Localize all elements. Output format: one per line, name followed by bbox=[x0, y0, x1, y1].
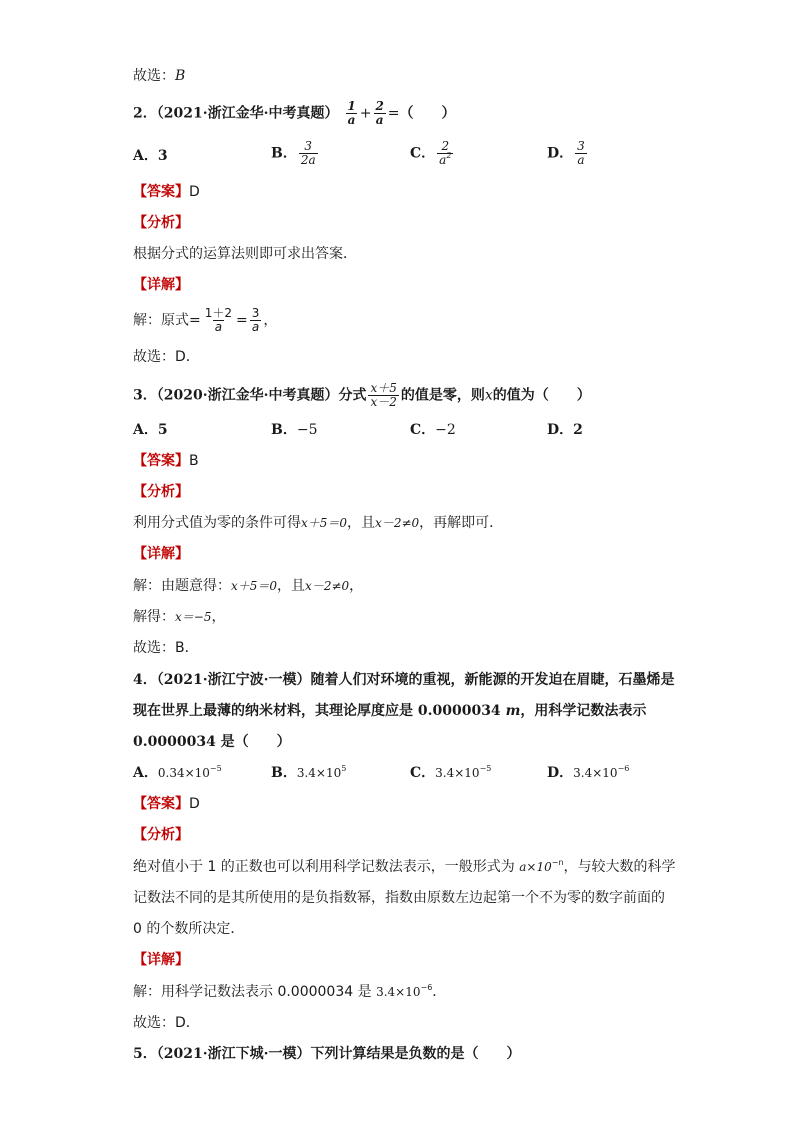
q4-analysis-tag: 【分析】 bbox=[133, 827, 189, 843]
q2-analysis-tag: 【分析】 bbox=[133, 215, 189, 231]
q4-analysis-line-1: 绝对值小于 1 的正数也可以利用科学记数法表示，一般形式为 $a\times 10^{-n}$，与较大数的科学 bbox=[133, 858, 676, 875]
fraction-1-over-a: $\frac{1}{a}$ bbox=[347, 99, 356, 127]
q2-analysis: 根据分式的运算法则即可求出答案． bbox=[133, 246, 357, 262]
question-3-source: （2020·浙江金华·中考真题） bbox=[156, 387, 339, 404]
prev-answer-value: B bbox=[175, 68, 186, 84]
question-4-stem-line-1: 4．（2021·浙江宁波·一模）随着人们对环境的重视，新能源的开发迫在眉睫，石墨烯是 bbox=[133, 672, 675, 688]
q4-detail-tag: 【详解】 bbox=[133, 952, 189, 968]
question-2-source: （2021·浙江金华·中考真题） bbox=[156, 105, 339, 122]
q3-option-a: A．5 bbox=[133, 422, 168, 438]
question-5-stem: 5．（2021·浙江下城·一模）下列计算结果是负数的是（ ） bbox=[133, 1046, 521, 1062]
q3-solution-line-2: 解得：x＝−5， bbox=[133, 609, 226, 625]
q4-option-d: D．$3.4\times 10^{-6}$ bbox=[547, 764, 630, 781]
q4-solution: 解：用科学记数法表示 0.0000034 是 $3.4\times 10^{-6}$． bbox=[133, 983, 447, 1000]
fraction-x-plus-5: $\frac{x+5}{x-2}$ bbox=[370, 381, 397, 409]
q3-option-d: D．2 bbox=[547, 422, 583, 438]
q4-analysis-line-3: 0 的个数所决定． bbox=[133, 921, 245, 937]
question-4-source: （2021·浙江宁波·一模） bbox=[156, 672, 311, 688]
q3-analysis: 利用分式值为零的条件可得x＋5＝0，且x－2≠0，再解即可． bbox=[133, 515, 504, 531]
question-3-stem: 3．（2020·浙江金华·中考真题）分式 $\frac{x+5}{x-2}$ 的值是零，则x的值为（ ） bbox=[133, 381, 591, 409]
q4-analysis-line-2: 记数法不同的是其所使用的是负指数幂，指数由原数左边起第一个不为零的数字前面的 bbox=[133, 890, 665, 906]
q3-detail-tag: 【详解】 bbox=[133, 546, 189, 562]
prev-answer-line: 故选：B bbox=[133, 68, 186, 84]
q2-detail-tag: 【详解】 bbox=[133, 277, 189, 293]
q3-solution-line-1: 解：由题意得：x＋5＝0，且x－2≠0， bbox=[133, 578, 364, 594]
q4-option-b: B．$3.4\times 10^5$ bbox=[271, 764, 347, 781]
question-4-stem-line-3: 0.0000034 是（ ） bbox=[133, 734, 291, 750]
q2-answer: 【答案】D bbox=[133, 184, 200, 200]
q3-final: 故选：B． bbox=[133, 640, 199, 656]
q4-answer: 【答案】D bbox=[133, 796, 200, 812]
q3-answer: 【答案】B bbox=[133, 453, 199, 469]
question-2-stem: 2．（2021·浙江金华·中考真题） $\frac{1}{a}$ + $\frac{2}{a}$ =（ ） bbox=[133, 99, 456, 127]
question-5-source: （2021·浙江下城·一模） bbox=[156, 1046, 311, 1062]
q2-option-b: B． $\frac{3}{2a}$ bbox=[271, 139, 316, 167]
q3-option-c: C．−2 bbox=[410, 422, 456, 438]
q4-final: 故选：D． bbox=[133, 1015, 200, 1031]
q2-option-a: A．3 bbox=[133, 148, 168, 164]
q3-analysis-tag: 【分析】 bbox=[133, 484, 189, 500]
question-4-stem-line-2: 现在世界上最薄的纳米材料，其理论厚度应是 0.0000034 m，用科学记数法表示 bbox=[133, 703, 647, 719]
fraction-2-over-a: $\frac{2}{a}$ bbox=[375, 99, 384, 127]
q4-option-a: A．$0.34\times 10^{-5}$ bbox=[133, 764, 222, 781]
q2-option-d: D． $\frac{3}{a}$ bbox=[547, 139, 585, 167]
q2-solution: 解：原式= $\frac{1+2}{a}$ = $\frac{3}{a}$ ， bbox=[133, 306, 278, 334]
q2-option-c: C． $\frac{2}{a^2}$ bbox=[410, 139, 452, 167]
q2-final: 故选：D． bbox=[133, 349, 200, 365]
q4-option-c: C．$3.4\times 10^{-5}$ bbox=[410, 764, 492, 781]
q3-option-b: B．−5 bbox=[271, 422, 318, 438]
